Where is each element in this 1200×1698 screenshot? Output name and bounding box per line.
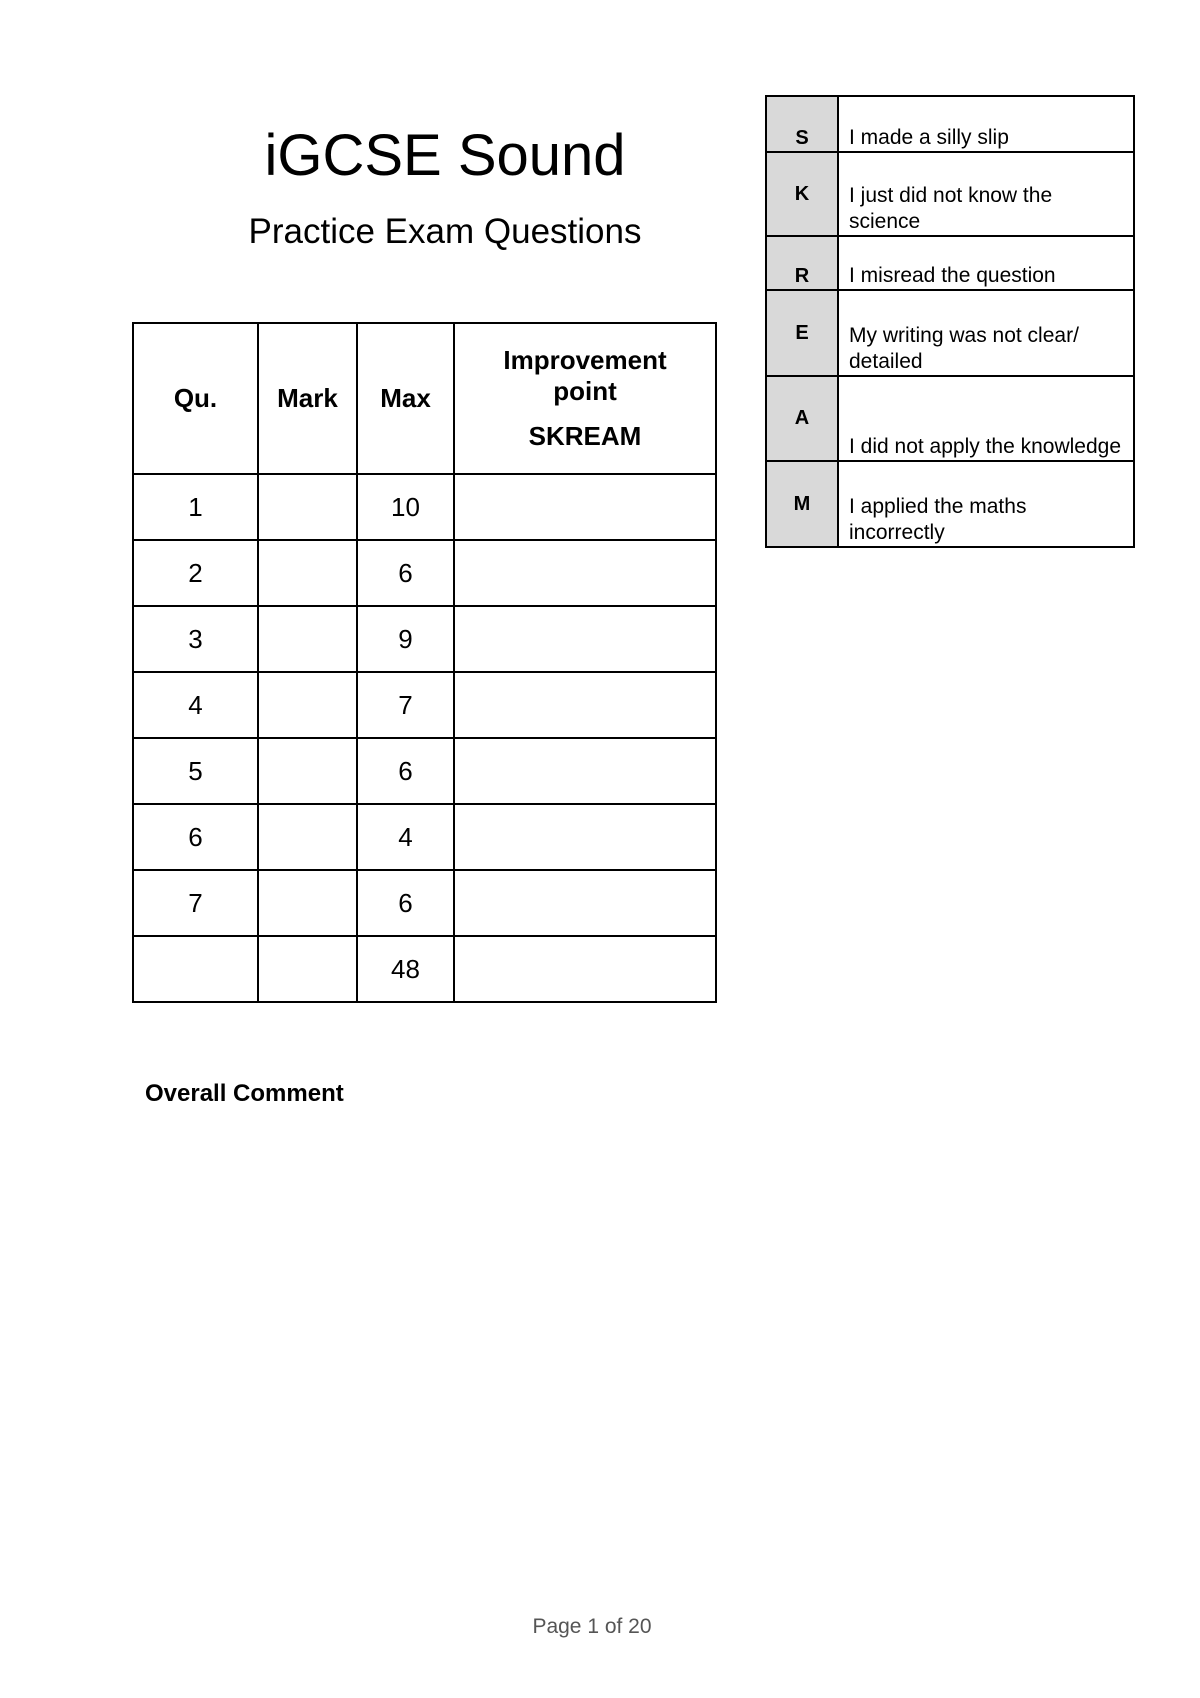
legend-row [766,236,1134,290]
header-max: Max [357,323,454,474]
cell-mark[interactable] [258,738,357,804]
overall-comment-label: Overall Comment [145,1080,344,1107]
legend-text: I applied the maths incorrectly [838,461,1134,547]
cell-qu: 1 [133,474,258,540]
legend-text: I made a silly slip [838,96,1134,152]
cell-improvement[interactable] [454,540,716,606]
table-row [133,936,716,1002]
legend-key: M [766,461,838,547]
legend-key: A [766,376,838,461]
table-row [133,606,716,672]
cell-qu: 4 [133,672,258,738]
cell-qu: 6 [133,804,258,870]
marks-table [132,322,717,1003]
cell-max: 6 [357,738,454,804]
cell-mark[interactable] [258,672,357,738]
header-mark: Mark [258,323,357,474]
page-subtitle: Practice Exam Questions [248,212,642,251]
table-row [133,672,716,738]
header-improvement-line1: Improvement [503,345,667,375]
legend-text: I just did not know the science [838,152,1134,236]
legend-text: I did not apply the knowledge [838,376,1134,461]
legend-text: I misread the question [838,236,1134,290]
table-row [133,870,716,936]
table-row [133,540,716,606]
skream-legend-table [765,95,1135,548]
cell-qu: 2 [133,540,258,606]
cell-max: 7 [357,672,454,738]
cell-mark[interactable] [258,540,357,606]
table-row [133,474,716,540]
table-row [133,804,716,870]
cell-improvement[interactable] [454,870,716,936]
cell-mark[interactable] [258,936,357,1002]
cell-max: 10 [357,474,454,540]
table-row [133,738,716,804]
cell-max: 9 [357,606,454,672]
legend-row [766,96,1134,152]
cell-qu: 7 [133,870,258,936]
header-improvement-line2: point [553,376,617,406]
legend-row [766,461,1134,547]
cell-mark[interactable] [258,606,357,672]
legend-key: R [766,236,838,290]
cell-mark[interactable] [258,804,357,870]
cell-qu [133,936,258,1002]
cell-qu: 3 [133,606,258,672]
cell-max: 6 [357,870,454,936]
cell-improvement[interactable] [454,672,716,738]
header-row [133,323,716,474]
legend-text: My writing was not clear/ detailed [838,290,1134,376]
cell-improvement[interactable] [454,738,716,804]
header-improvement-line3: SKREAM [528,421,642,451]
legend-key: K [766,152,838,236]
cell-improvement[interactable] [454,606,716,672]
cell-max: 48 [357,936,454,1002]
cell-improvement[interactable] [454,804,716,870]
legend-key: S [766,96,838,152]
header-qu: Qu. [133,323,258,474]
header-improvement [454,323,716,474]
cell-mark[interactable] [258,474,357,540]
legend-row [766,152,1134,236]
legend-key: E [766,290,838,376]
cell-improvement[interactable] [454,936,716,1002]
cell-max: 4 [357,804,454,870]
cell-mark[interactable] [258,870,357,936]
cell-max: 6 [357,540,454,606]
legend-row [766,376,1134,461]
legend-row [766,290,1134,376]
page-footer: Page 1 of 20 [532,1615,652,1638]
cell-improvement[interactable] [454,474,716,540]
cell-qu: 5 [133,738,258,804]
page-title: iGCSE Sound [264,123,626,188]
